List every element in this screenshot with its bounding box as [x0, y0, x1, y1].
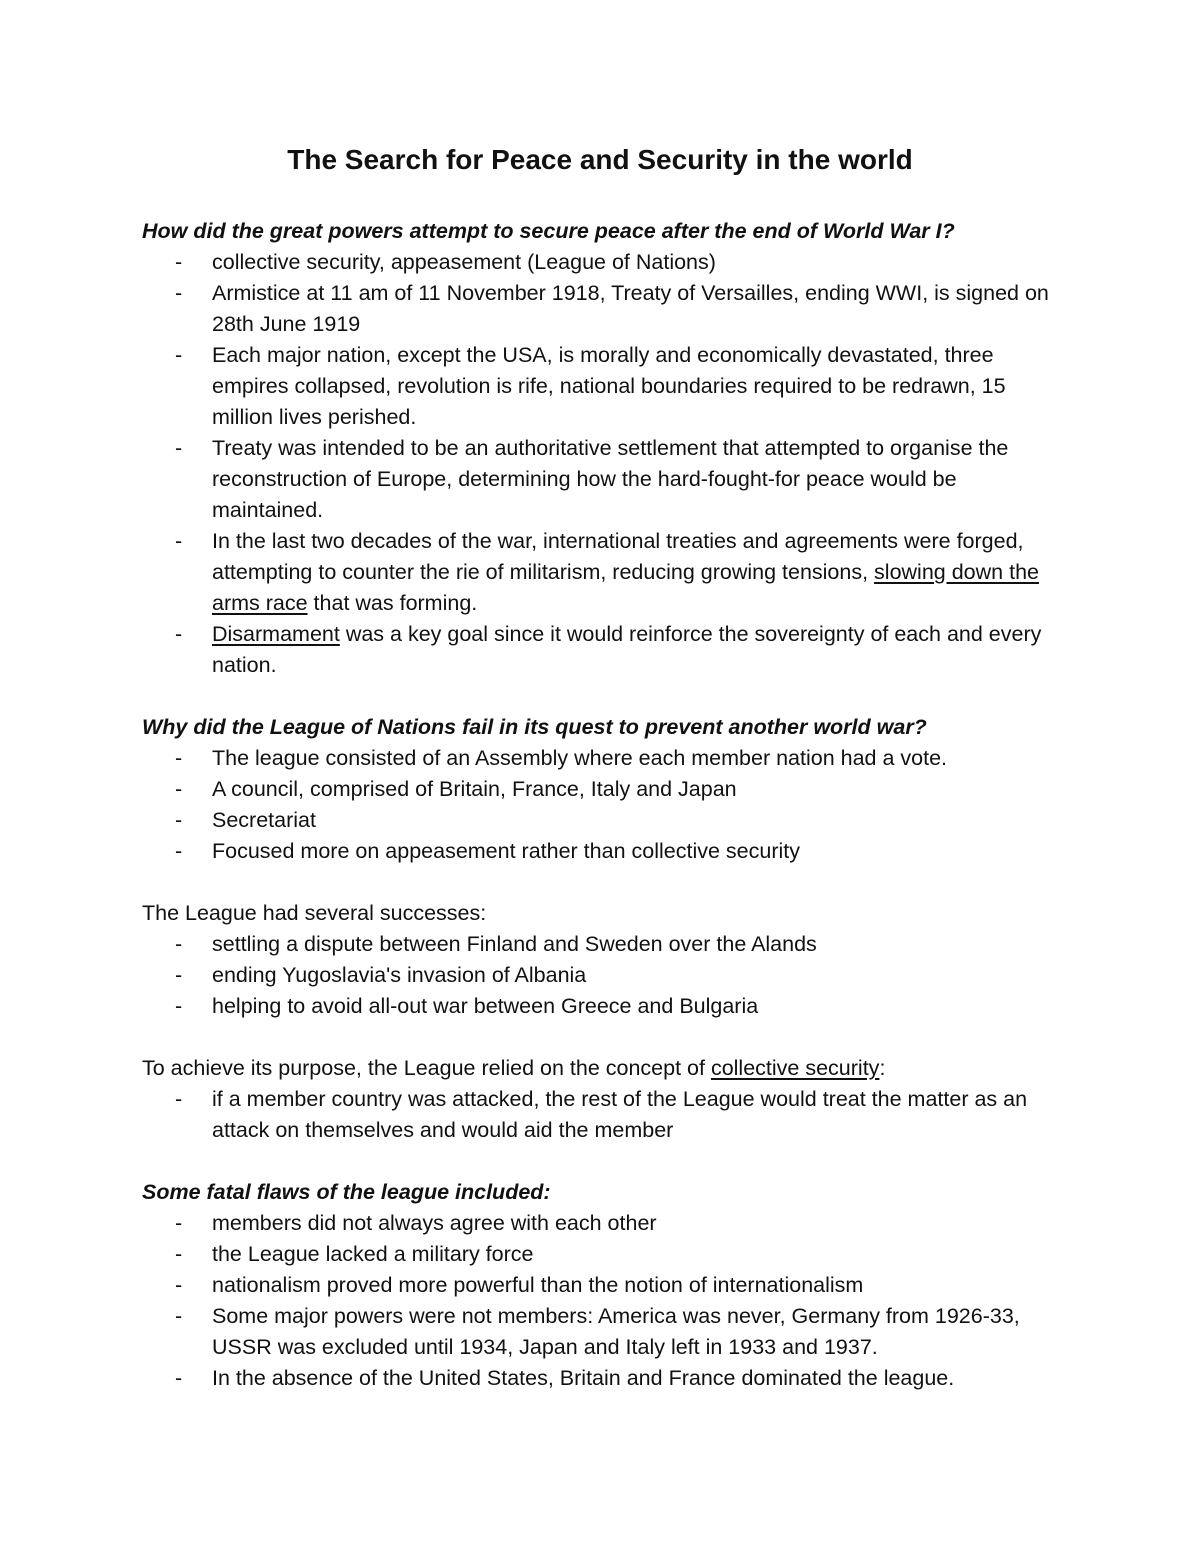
list-item: - The league consisted of an Assembly where each member nation had a vote.	[142, 743, 1070, 774]
spacer	[142, 681, 1070, 712]
list-item: - Secretariat	[142, 805, 1070, 836]
list-item: - settling a dispute between Finland and Sweden over the Alands	[142, 929, 1070, 960]
section-heading-fatal-flaws: Some fatal flaws of the league included:	[142, 1180, 551, 1204]
underlined-term-arms-race: slowing down the arms race	[212, 560, 1039, 615]
successes-intro: The League had several successes:	[142, 901, 487, 925]
collective-security-intro	[142, 1053, 1070, 1084]
list-item: - if a member country was attacked, the rest of the League would treat the matter as an attack on themselves and would aid the member	[142, 1084, 1070, 1146]
underlined-term-collective-security: collective security	[710, 1056, 880, 1080]
league-structure-list	[142, 743, 1070, 867]
list-item: - Armistice at 11 am of 11 November 1918, Treaty of Versailles, ending WWI, is signed on 28th June 1919	[142, 278, 1070, 340]
collective-security-list	[142, 1084, 1070, 1146]
document-title: The Search for Peace and Security in the world	[287, 144, 913, 175]
list-item: - nationalism proved more powerful than the notion of internationalism	[142, 1270, 1070, 1301]
spacer	[142, 1022, 1070, 1053]
section-heading-peace-after-wwi: How did the great powers attempt to secure peace after the end of World War I?	[142, 219, 955, 243]
list-item-text: that was forming.	[307, 591, 478, 615]
list-item-text: In the last two decades of the war, international treaties and agreements were forged, attempting to counter the rie of militarism, reducing growing tensions,	[212, 529, 1024, 584]
list-item: - members did not always agree with each other	[142, 1208, 1070, 1239]
list-item-text: was a key goal since it would reinforce the sovereignty of each and every nation.	[212, 622, 1042, 677]
list-item: - Focused more on appeasement rather than collective security	[142, 836, 1070, 867]
list-item	[142, 619, 1070, 681]
list-item	[142, 526, 1070, 619]
successes-list	[142, 929, 1070, 1022]
peace-after-wwi-list	[142, 247, 1070, 681]
list-item: - the League lacked a military force	[142, 1239, 1070, 1270]
spacer	[142, 1146, 1070, 1177]
list-item: - helping to avoid all-out war between Greece and Bulgaria	[142, 991, 1070, 1022]
fatal-flaws-list	[142, 1208, 1070, 1394]
list-item: - In the absence of the United States, Britain and France dominated the league.	[142, 1363, 1070, 1394]
list-item: - ending Yugoslavia's invasion of Albania	[142, 960, 1070, 991]
paragraph-text: :	[879, 1056, 886, 1080]
underlined-term-disarmament: Disarmament	[212, 622, 340, 646]
list-item: - Treaty was intended to be an authoritative settlement that attempted to organise the reconstruction of Europe, determining how the hard-fought-for peace would be maintained.	[142, 433, 1070, 526]
list-item: - collective security, appeasement (League of Nations)	[142, 247, 1070, 278]
list-item: - A council, comprised of Britain, France, Italy and Japan	[142, 774, 1070, 805]
list-item: - Each major nation, except the USA, is morally and economically devastated, three empires collapsed, revolution is rife, national boundaries required to be redrawn, 15 million lives perished.	[142, 340, 1070, 433]
paragraph-text: To achieve its purpose, the League relied on the concept of	[142, 1056, 711, 1080]
list-item: - Some major powers were not members: America was never, Germany from 1926-33, USSR was excluded until 1934, Japan and Italy left in 1933 and 1937.	[142, 1301, 1070, 1363]
spacer	[142, 867, 1070, 898]
section-heading-league-failure: Why did the League of Nations fail in its quest to prevent another world war?	[142, 715, 927, 739]
